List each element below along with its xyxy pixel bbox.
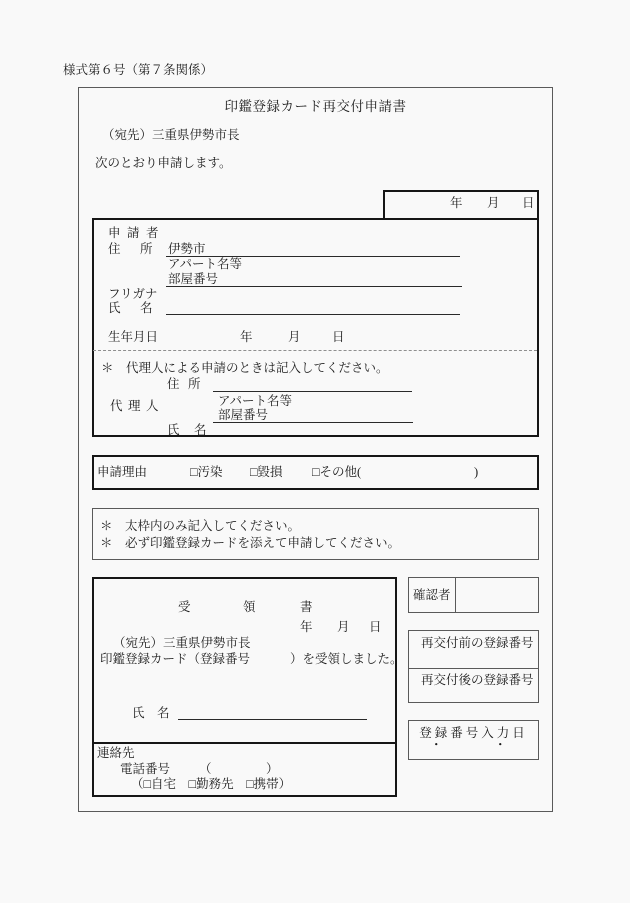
reason-checkbox-other[interactable]: □その他( [312, 465, 362, 479]
applicant-name-field[interactable] [166, 314, 460, 315]
checker-label: 確認者 [413, 588, 451, 602]
applicant-furigana-label: フリガナ [108, 287, 158, 301]
phone-type-checkboxes[interactable]: （□自宅 □勤務先 □携帯） [131, 777, 292, 791]
birth-day-label: 日 [332, 330, 345, 344]
checker-value-cell[interactable] [456, 578, 538, 612]
application-date-year-label: 年 [450, 196, 463, 210]
page-title: 印鑑登録カード再交付申請書 [224, 99, 407, 114]
notes-box [92, 508, 539, 560]
receipt-name-label: 氏 名 [132, 706, 170, 720]
reason-other-close-paren: ) [474, 465, 479, 479]
reason-checkbox-stain[interactable]: □汚染 [190, 465, 223, 479]
reason-label: 申請理由 [97, 465, 148, 479]
applicant-section-label: 申請者 [108, 226, 166, 240]
agent-address-field[interactable] [213, 391, 412, 392]
birth-month-label: 月 [288, 330, 301, 344]
agent-name-label: 氏 名 [167, 423, 208, 437]
addressee-line: （宛先）三重県伊勢市長 [102, 128, 240, 142]
reg-after-label: 再交付後の登録番号 [421, 673, 534, 687]
reg-before-label: 再交付前の登録番号 [421, 636, 534, 650]
receipt-body-left: 印鑑登録カード（登録番号 [100, 652, 251, 666]
phone-paren-open: （ [199, 762, 212, 776]
contact-label: 連絡先 [97, 746, 135, 760]
agent-separator [93, 350, 537, 351]
receipt-date-day-label: 日 [369, 620, 382, 634]
receipt-date-month-label: 月 [337, 620, 350, 634]
receipt-addressee: （宛先）三重県伊勢市長 [113, 636, 251, 650]
applicant-apartment-label: アパート名等 [168, 257, 243, 271]
phone-paren-close: ） [266, 762, 279, 776]
receipt-body-right: ）を受領しました。 [290, 652, 403, 666]
input-date-dot-2: ・ [494, 738, 507, 752]
input-date-label: 登録番号入力日 [419, 726, 528, 740]
input-date-dot-1: ・ [430, 738, 443, 752]
receipt-name-field[interactable] [178, 719, 367, 720]
agent-room-field[interactable] [213, 422, 413, 423]
intro-line: 次のとおり申請します。 [95, 156, 232, 170]
applicant-birth-label: 生年月日 [108, 330, 159, 344]
agent-room-label: 部屋番号 [218, 408, 269, 422]
applicant-address-value: 伊勢市 [168, 242, 206, 256]
receipt-title-char1: 受 [178, 600, 191, 614]
receipt-title-char2: 領 [243, 600, 256, 614]
phone-label: 電話番号 [120, 762, 171, 776]
note-line-1: ＊ 太枠内のみ記入してください。 [100, 519, 301, 533]
agent-address-label: 住 所 [167, 377, 199, 391]
receipt-title-char3: 書 [300, 600, 313, 614]
agent-note: ＊ 代理人による申請のときは記入してください。 [101, 361, 389, 375]
agent-apartment-label: アパート名等 [218, 394, 293, 408]
applicant-address-label: 住 所 [108, 242, 157, 256]
agent-section-label: 代理人 [110, 399, 165, 413]
receipt-contact-divider [92, 742, 397, 744]
application-date-month-label: 月 [487, 196, 500, 210]
form-number: 様式第６号（第７条関係） [63, 63, 214, 77]
reason-checkbox-damage[interactable]: □毀損 [250, 465, 283, 479]
note-line-2: ＊ 必ず印鑑登録カードを添えて申請してください。 [100, 536, 401, 550]
applicant-room-field[interactable] [166, 286, 462, 287]
receipt-date-year-label: 年 [300, 620, 313, 634]
applicant-room-label: 部屋番号 [168, 272, 219, 286]
applicant-name-label: 氏 名 [108, 301, 157, 315]
birth-year-label: 年 [240, 330, 253, 344]
application-date-day-label: 日 [522, 196, 535, 210]
registration-number-divider [408, 668, 539, 669]
